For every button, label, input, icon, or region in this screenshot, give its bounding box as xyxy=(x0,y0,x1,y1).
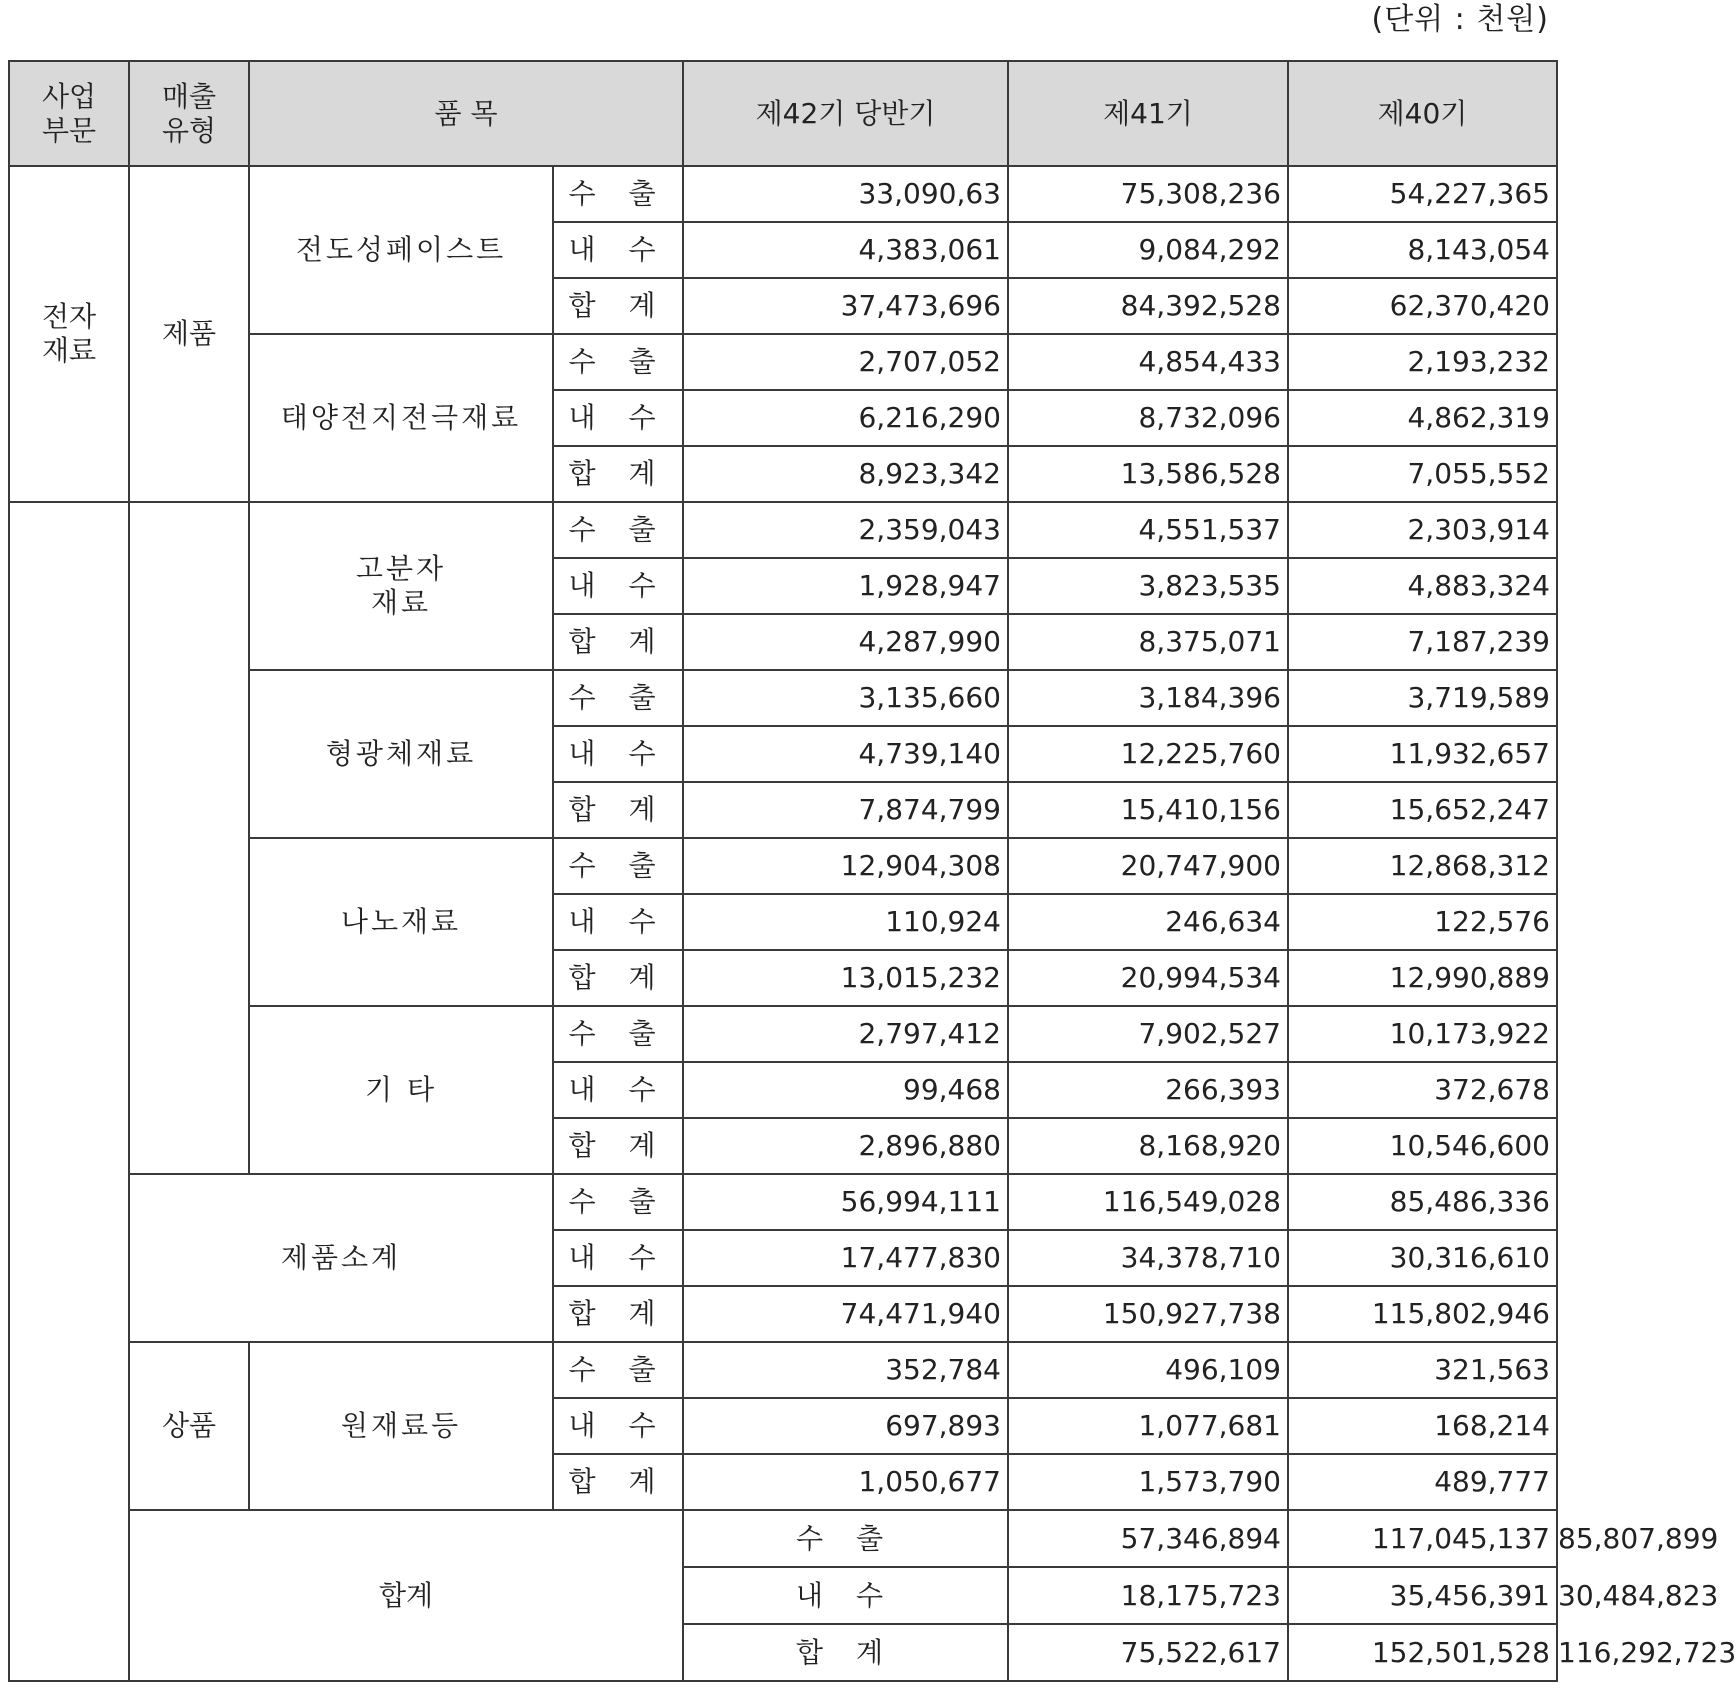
product-subtotal-label: 제품소계 xyxy=(129,1174,553,1342)
sales-type-product: 제품 xyxy=(129,166,249,502)
kind-export: 수 출 xyxy=(553,166,683,222)
segment-electronic-materials: 전자 재료 xyxy=(9,166,129,502)
item-name: 전도성페이스트 xyxy=(249,166,553,334)
sales-type-goods: 상품 xyxy=(129,1342,249,1510)
value-cell: 7,874,799 xyxy=(683,782,1008,838)
value-cell: 110,924 xyxy=(683,894,1008,950)
item-name: 형광체재료 xyxy=(249,670,553,838)
item-polymer-materials: 고분자 재료 xyxy=(249,502,553,670)
value-cell: 54,227,365 xyxy=(1288,166,1557,222)
value-cell: 4,551,537 xyxy=(1008,502,1288,558)
value-cell: 8,732,096 xyxy=(1008,390,1288,446)
value-cell: 12,868,312 xyxy=(1288,838,1557,894)
value-cell: 13,015,232 xyxy=(683,950,1008,1006)
value-cell: 99,468 xyxy=(683,1062,1008,1118)
value-cell: 697,893 xyxy=(683,1398,1008,1454)
value-cell: 3,135,660 xyxy=(683,670,1008,726)
value-cell: 13,586,528 xyxy=(1008,446,1288,502)
sales-by-product-table xyxy=(8,60,1736,1682)
kind-export: 수 출 xyxy=(553,1342,683,1398)
kind-domestic: 내 수 xyxy=(553,1062,683,1118)
value-cell: 56,994,111 xyxy=(683,1174,1008,1230)
table-row: 내 수 18,175,723 35,456,391 30,484,823 xyxy=(9,1567,1557,1624)
table-row xyxy=(9,1342,1557,1398)
value-cell: 4,739,140 xyxy=(683,726,1008,782)
value-cell: 4,383,061 xyxy=(683,222,1008,278)
value-cell: 2,359,043 xyxy=(683,502,1008,558)
header-row xyxy=(9,61,1557,166)
value-cell: 57,346,894 xyxy=(1008,1510,1288,1567)
value-cell: 2,896,880 xyxy=(683,1118,1008,1174)
value-cell: 12,904,308 xyxy=(683,838,1008,894)
table-row: 합계 수 출 57,346,894 117,045,137 85,807,899 xyxy=(9,1510,1557,1567)
value-cell: 8,143,054 xyxy=(1288,222,1557,278)
kind-total: 합 계 xyxy=(553,446,683,502)
kind-export: 수 출 xyxy=(553,1174,683,1230)
kind-total: 합 계 xyxy=(553,950,683,1006)
value-cell: 20,994,534 xyxy=(1008,950,1288,1006)
value-cell: 1,928,947 xyxy=(683,558,1008,614)
header-sales-type: 매출 유형 xyxy=(129,61,249,166)
table-row xyxy=(9,166,1557,222)
value-cell: 4,287,990 xyxy=(683,614,1008,670)
kind-total: 합 계 xyxy=(553,278,683,334)
header-period-40: 제40기 xyxy=(1288,61,1557,166)
kind-total: 합 계 xyxy=(553,614,683,670)
value-cell: 7,902,527 xyxy=(1008,1006,1288,1062)
value-cell: 30,316,610 xyxy=(1288,1230,1557,1286)
value-cell: 74,471,940 xyxy=(683,1286,1008,1342)
value-cell: 8,375,071 xyxy=(1008,614,1288,670)
value-cell: 168,214 xyxy=(1288,1398,1557,1454)
value-cell: 10,173,922 xyxy=(1288,1006,1557,1062)
kind-export: 수 출 xyxy=(553,670,683,726)
value-cell: 11,932,657 xyxy=(1288,726,1557,782)
value-cell: 7,187,239 xyxy=(1288,614,1557,670)
value-cell: 266,393 xyxy=(1008,1062,1288,1118)
value-cell: 7,055,552 xyxy=(1288,446,1557,502)
value-cell: 9,084,292 xyxy=(1008,222,1288,278)
kind-domestic: 내 수 xyxy=(553,558,683,614)
kind-total: 합 계 xyxy=(553,1286,683,1342)
table-row xyxy=(9,502,1557,558)
kind-domestic: 내 수 xyxy=(553,1230,683,1286)
value-cell: 15,652,247 xyxy=(1288,782,1557,838)
kind-export: 수 출 xyxy=(553,502,683,558)
value-cell: 116,549,028 xyxy=(1008,1174,1288,1230)
kind-domestic: 내 수 xyxy=(553,222,683,278)
value-cell: 10,546,600 xyxy=(1288,1118,1557,1174)
kind-export: 수 출 xyxy=(553,838,683,894)
kind-total: 합 계 xyxy=(553,1454,683,1510)
item-name: 기 타 xyxy=(249,1006,553,1174)
header-period-42: 제42기 당반기 xyxy=(683,61,1008,166)
value-cell: 1,573,790 xyxy=(1008,1454,1288,1510)
kind-total: 합 계 xyxy=(683,1624,1008,1681)
value-cell: 2,193,232 xyxy=(1288,334,1557,390)
value-cell: 37,473,696 xyxy=(683,278,1008,334)
kind-domestic: 내 수 xyxy=(553,894,683,950)
table-row xyxy=(9,1174,1557,1230)
unit-label: (단위 : 천원) xyxy=(1371,2,1549,37)
value-cell: 84,392,528 xyxy=(1008,278,1288,334)
value-cell: 8,168,920 xyxy=(1008,1118,1288,1174)
value-cell: 12,990,889 xyxy=(1288,950,1557,1006)
value-cell: 3,823,535 xyxy=(1008,558,1288,614)
value-cell: 2,797,412 xyxy=(683,1006,1008,1062)
value-cell: 75,308,236 xyxy=(1008,166,1288,222)
kind-total: 합 계 xyxy=(553,1118,683,1174)
value-cell: 4,862,319 xyxy=(1288,390,1557,446)
value-cell: 2,303,914 xyxy=(1288,502,1557,558)
value-cell: 4,883,324 xyxy=(1288,558,1557,614)
value-cell: 150,927,738 xyxy=(1008,1286,1288,1342)
value-cell: 17,477,830 xyxy=(683,1230,1008,1286)
kind-domestic: 내 수 xyxy=(553,390,683,446)
table-row: 합 계 75,522,617 152,501,528 116,292,723 xyxy=(9,1624,1557,1681)
value-cell: 62,370,420 xyxy=(1288,278,1557,334)
item-raw-materials: 원재료등 xyxy=(249,1342,553,1510)
value-cell: 115,802,946 xyxy=(1288,1286,1557,1342)
value-cell: 489,777 xyxy=(1288,1454,1557,1510)
header-period-41: 제41기 xyxy=(1008,61,1288,166)
header-item: 품 목 xyxy=(249,61,683,166)
value-cell: 321,563 xyxy=(1288,1342,1557,1398)
value-cell: 6,216,290 xyxy=(683,390,1008,446)
kind-export: 수 출 xyxy=(553,1006,683,1062)
value-cell: 2,707,052 xyxy=(683,334,1008,390)
value-cell: 4,854,433 xyxy=(1008,334,1288,390)
kind-domestic: 내 수 xyxy=(683,1567,1008,1624)
value-cell: 20,747,900 xyxy=(1008,838,1288,894)
kind-export: 수 출 xyxy=(553,334,683,390)
value-cell: 12,225,760 xyxy=(1008,726,1288,782)
kind-domestic: 내 수 xyxy=(553,726,683,782)
kind-domestic: 내 수 xyxy=(553,1398,683,1454)
grand-total-label: 합계 xyxy=(129,1510,683,1681)
value-cell: 8,923,342 xyxy=(683,446,1008,502)
item-name: 나노재료 xyxy=(249,838,553,1006)
item-name: 태양전지전극재료 xyxy=(249,334,553,502)
value-cell: 1,050,677 xyxy=(683,1454,1008,1510)
value-cell: 34,378,710 xyxy=(1008,1230,1288,1286)
value-cell: 85,486,336 xyxy=(1288,1174,1557,1230)
value-cell: 372,678 xyxy=(1288,1062,1557,1118)
value-cell: 152,501,528 xyxy=(1288,1624,1557,1681)
value-cell: 117,045,137 xyxy=(1288,1510,1557,1567)
value-cell: 33,090,63 xyxy=(683,166,1008,222)
header-segment: 사업 부문 xyxy=(9,61,129,166)
value-cell: 1,077,681 xyxy=(1008,1398,1288,1454)
kind-total: 합 계 xyxy=(553,782,683,838)
kind-export: 수 출 xyxy=(683,1510,1008,1567)
value-cell: 15,410,156 xyxy=(1008,782,1288,838)
value-cell: 75,522,617 xyxy=(1008,1624,1288,1681)
value-cell: 18,175,723 xyxy=(1008,1567,1288,1624)
value-cell: 3,184,396 xyxy=(1008,670,1288,726)
sales-type-product-cont xyxy=(129,502,249,1174)
value-cell: 35,456,391 xyxy=(1288,1567,1557,1624)
value-cell: 352,784 xyxy=(683,1342,1008,1398)
value-cell: 3,719,589 xyxy=(1288,670,1557,726)
segment-other-blank xyxy=(9,502,129,1681)
value-cell: 496,109 xyxy=(1008,1342,1288,1398)
value-cell: 122,576 xyxy=(1288,894,1557,950)
value-cell: 246,634 xyxy=(1008,894,1288,950)
